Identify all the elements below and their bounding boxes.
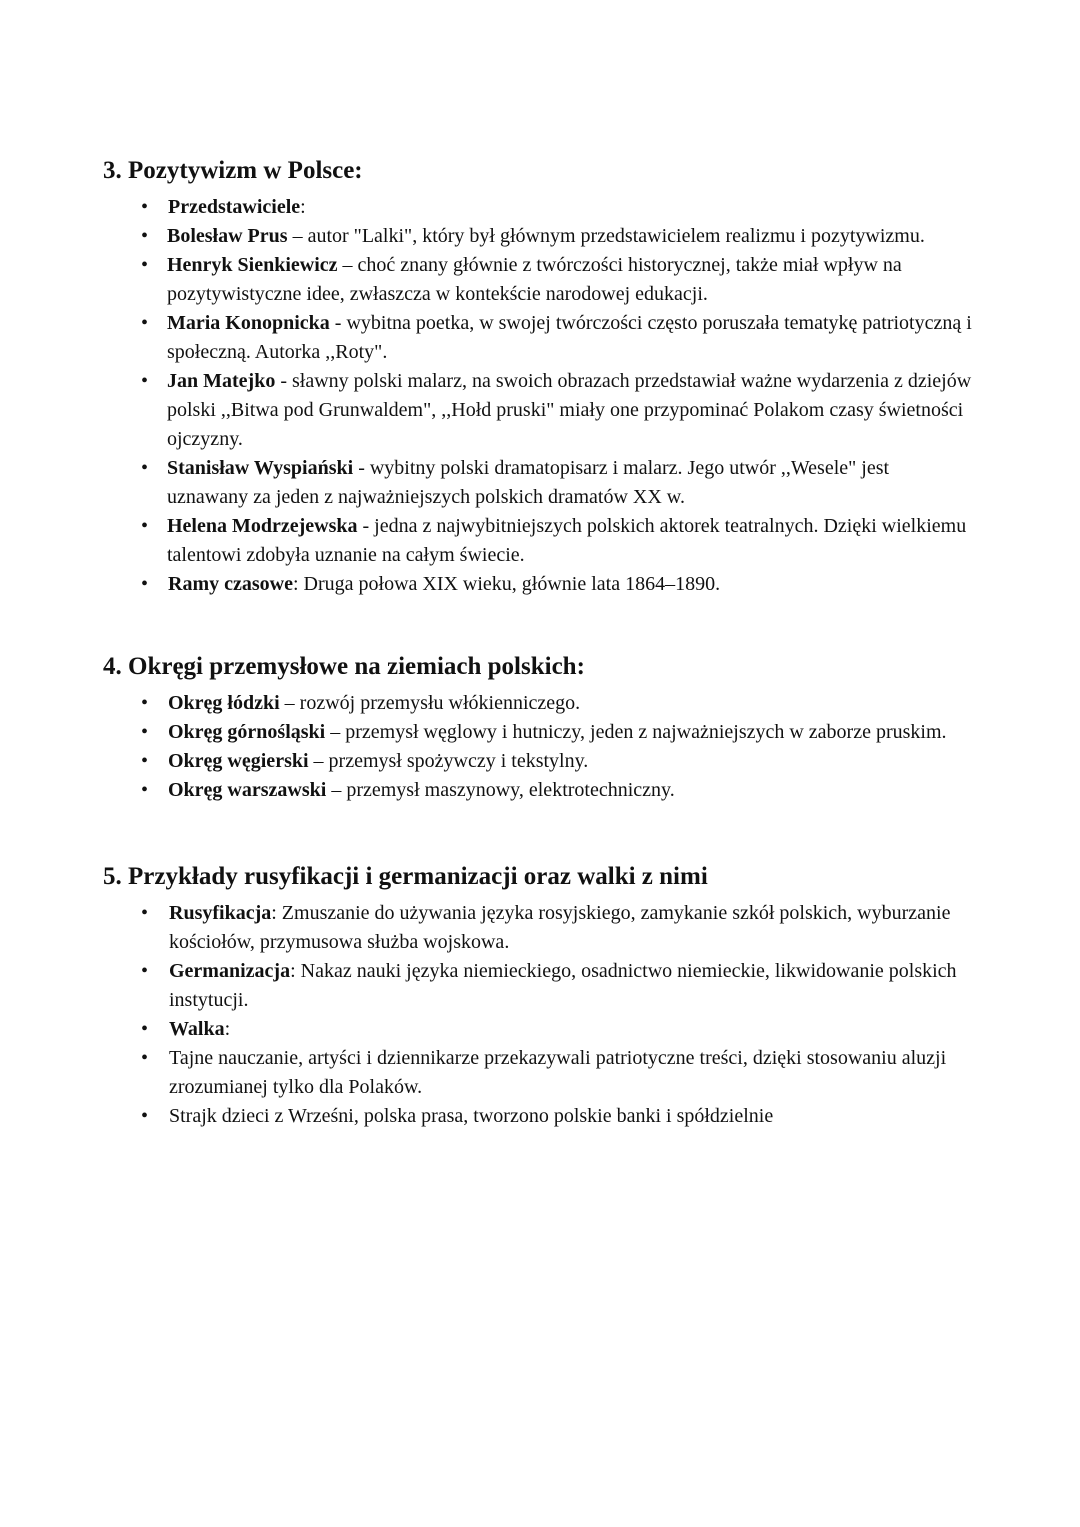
list-item-germanizacja: [103, 957, 963, 1015]
list-item: [103, 1102, 963, 1131]
list-item: [103, 718, 953, 747]
list-item-przedstawiciele: [103, 193, 1003, 570]
person-description: - jedna z najwybitniejszych polskich aktorek teatralnych. Dzięki wielkiemu talentowi zdobyła uznanie na całym świecie.: [167, 515, 967, 566]
item-text: – przemysł maszynowy, elektrotechniczny.: [326, 779, 675, 801]
item-text: – przemysł spożywczy i tekstylny.: [308, 750, 589, 772]
list-item-walka: [103, 1015, 963, 1044]
bullet-list: [103, 193, 1003, 599]
section-heading: 5. Przykłady rusyfikacji i germanizacji oraz walki z nimi: [103, 863, 708, 890]
item-label: Okręg górnośląski: [168, 721, 326, 743]
item-label: Rusyfikacja: [169, 902, 272, 924]
person-description: - wybitna poetka, w swojej twórczości często poruszała tematykę patriotyczną i społeczną. Autorka ,,Roty".: [167, 312, 972, 363]
person-description: – autor "Lalki", który był głównym przedstawicielem realizmu i pozytywizmu.: [287, 225, 925, 247]
person-name: Jan Matejko: [167, 370, 276, 392]
section-okregi-przemyslowe: [103, 652, 1003, 805]
item-text: – rozwój przemysłu włókienniczego.: [279, 692, 581, 714]
item-text: : Zmuszanie do używania języka rosyjskiego, zamykanie szkół polskich, wyburzanie kościołów, przymusowa służba wojskowa.: [169, 902, 951, 953]
person-name: Stanisław Wyspiański: [167, 457, 354, 479]
item-text: :: [224, 1018, 231, 1040]
item-text: : Nakaz nauki języka niemieckiego, osadnictwo niemieckie, likwidowanie polskich instytucji.: [169, 960, 957, 1011]
person-description: - sławny polski malarz, na swoich obrazach przedstawiał ważne wydarzenia z dziejów polski ,,Bitwa pod Grunwaldem", ,,Hołd pruski" miały one przypominać Polakom czasy świetności ojczyzny.: [167, 370, 972, 450]
item-suffix: :: [300, 196, 306, 218]
list-item-ramy-czasowe: [103, 570, 1003, 599]
list-item: [103, 689, 953, 718]
item-text: Strajk dzieci z Wrześni, polska prasa, tworzono polskie banki i spółdzielnie: [169, 1105, 774, 1127]
list-item: [103, 747, 953, 776]
section-heading: 4. Okręgi przemysłowe na ziemiach polskich:: [103, 653, 585, 680]
nested-bullet-list: [103, 222, 973, 570]
person-name: Maria Konopnicka: [167, 312, 330, 334]
list-item: [103, 309, 973, 367]
list-item: [103, 1044, 963, 1102]
list-item: [103, 512, 973, 570]
item-text: – przemysł węglowy i hutniczy, jeden z najważniejszych w zaborze pruskim.: [325, 721, 947, 743]
person-name: Henryk Sienkiewicz: [167, 254, 338, 276]
list-item: [103, 776, 953, 805]
item-label: Okręg łódzki: [168, 692, 280, 714]
person-name: Helena Modrzejewska: [167, 515, 358, 537]
item-label: Okręg warszawski: [168, 779, 327, 801]
item-text: : Druga połowa XIX wieku, głównie lata 1864–1890.: [292, 573, 721, 595]
section-heading: 3. Pozytywizm w Polsce:: [103, 157, 363, 184]
list-item: [103, 251, 973, 309]
item-label: Germanizacja: [169, 960, 291, 982]
bullet-list: [103, 689, 953, 805]
list-item-rusyfikacja: [103, 899, 963, 957]
list-item: [103, 454, 973, 512]
section-pozytywizm: [103, 156, 1003, 599]
person-description: - wybitny polski dramatopisarz i malarz. Jego utwór ,,Wesele" jest uznawany za jeden z najważniejszych polskich dramatów XX w.: [167, 457, 890, 508]
bullet-list: [103, 899, 963, 1131]
list-item: [103, 222, 973, 251]
person-name: Bolesław Prus: [167, 225, 288, 247]
person-description: – choć znany głównie z twórczości historycznej, także miał wpływ na pozytywistyczne idee, zwłaszcza w kontekście narodowej edukacji.: [167, 254, 902, 305]
list-item: [103, 367, 973, 454]
section-rusyfikacja-germanizacja: [103, 862, 1003, 1131]
item-label: Walka: [169, 1018, 225, 1040]
item-text: Tajne nauczanie, artyści i dziennikarze przekazywali patriotyczne treści, dzięki stosowaniu aluzji zrozumianej tylko dla Polaków.: [169, 1047, 947, 1098]
item-label: Przedstawiciele: [168, 196, 301, 218]
item-label: Ramy czasowe: [168, 573, 293, 595]
item-label: Okręg węgierski: [168, 750, 309, 772]
